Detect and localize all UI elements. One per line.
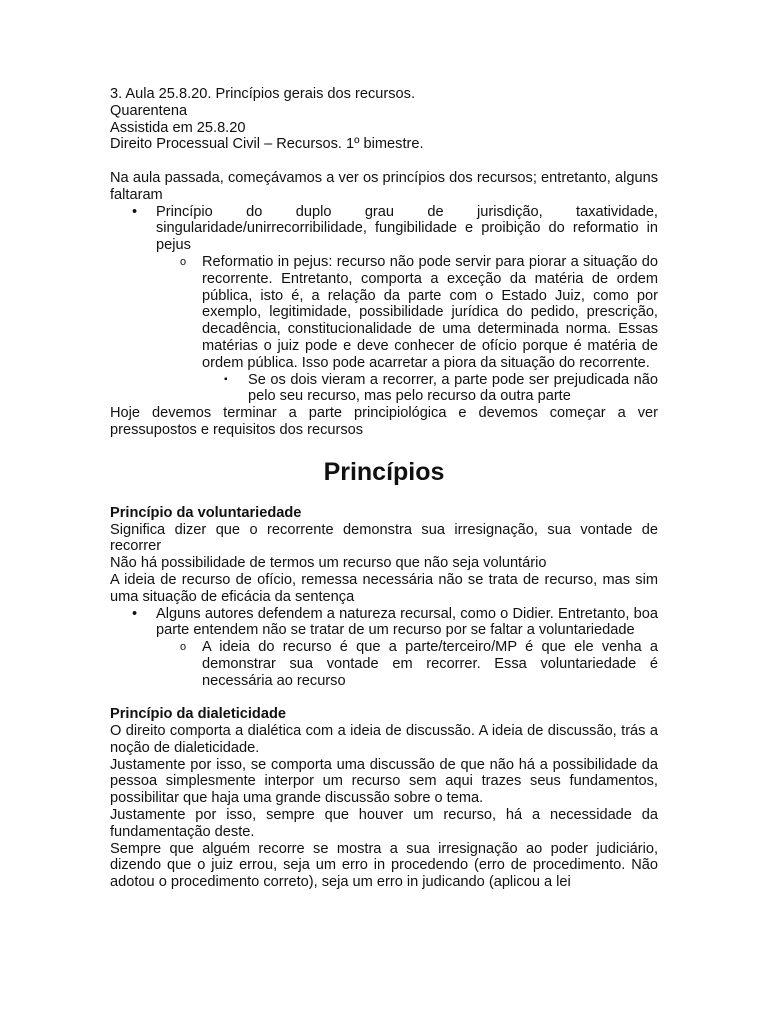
voluntariedade-sub-text: A ideia do recurso é que a parte/terceiro/MP é que ele venha a demonstrar sua vontade em recorrer. Essa voluntariedade é necessária ao recurso: [202, 639, 658, 689]
intro-sub-text: Reformatio in pejus: recurso não pode servir para piorar a situação do recorrente. Entretanto, comporta a exceção da matéria de ordem pública, isto é, a relação da parte com o Estado Juiz, como por exemplo, legitimidade, possibilidade jurídica do pedido, prescrição, decadência, constitucionalidade de uma determinada norma. Essas matérias o juiz pode e deve conhecer de ofício porque é matéria de ordem pública. Isso pode acarretar a piora da situação do recorrente.: [202, 253, 658, 371]
dialeticidade-paragraph: O direito comporta a dialética com a ideia de discussão. A ideia de discussão, trás a noção de dialeticidade.: [110, 723, 658, 756]
header-line-title: 3. Aula 25.8.20. Princípios gerais dos recursos.: [110, 86, 416, 102]
heading-voluntariedade: Princípio da voluntariedade: [110, 504, 302, 521]
header-line-quarantine: Quarentena: [110, 102, 188, 119]
intro-bullet-text: Princípio do duplo grau de jurisdição, taxatividade, singularidade/unirrecorribilidade, fungibilidade e proibição do reformatio in pejus: [156, 203, 658, 254]
header-line-course: Direito Processual Civil – Recursos. 1º bimestre.: [110, 136, 424, 153]
voluntariedade-bullet-item: [110, 606, 658, 640]
header-line-watched-date: Assistida em 25.8.20: [110, 119, 246, 136]
spacer: [110, 153, 658, 170]
intro-subsub-text: Se os dois vieram a recorrer, a parte pode ser prejudicada não pelo seu recurso, mas pelo recurso da outra parte: [248, 371, 658, 405]
intro-sub-item: [110, 254, 658, 372]
voluntariedade-sub-item: [110, 639, 658, 689]
heading-dialeticidade: Princípio da dialeticidade: [110, 706, 286, 723]
voluntariedade-paragraph: Significa dizer que o recorrente demonstra sua irresignação, sua vontade de recorrer: [110, 521, 658, 555]
section-title: Princípios: [323, 457, 445, 486]
voluntariedade-paragraph: A ideia de recurso de ofício, remessa necessária não se trata de recurso, mas sim uma situação de eficácia da sentença: [110, 571, 658, 605]
intro-closing: Hoje devemos terminar a parte principiológica e devemos começar a ver pressupostos e requisitos dos recursos: [110, 405, 658, 438]
sub-bullet-marker: o: [180, 255, 187, 268]
spacer: [110, 690, 658, 707]
voluntariedade-paragraph: Não há possibilidade de termos um recurso que não seja voluntário: [110, 555, 547, 572]
voluntariedade-bullet-text: Alguns autores defendem a natureza recursal, como o Didier. Entretanto, boa parte entendem não se tratar de um recurso por se faltar a voluntariedade: [156, 605, 658, 639]
square-bullet-marker: ▪: [224, 373, 228, 385]
dialeticidade-paragraph: Justamente por isso, sempre que houver um recurso, há a necessidade da fundamentação deste.: [110, 807, 658, 840]
bullet-marker: •: [132, 203, 138, 220]
dialeticidade-paragraph: Justamente por isso, se comporta uma discussão de que não há a possibilidade da pessoa simplesmente interpor um recurso sem aqui trazes seus fundamentos, possibilitar que haja uma grande discussão sobre o tema.: [110, 756, 658, 807]
intro-subsub-item: [110, 372, 658, 406]
intro-bullet-item: [110, 204, 658, 254]
dialeticidade-paragraph: Sempre que alguém recorre se mostra a sua irresignação ao poder judiciário, dizendo que o juiz errou, seja um erro in procedendo (erro de procedimento. Não adotou o procedimento correto), seja um erro in judicando (aplicou a lei: [110, 840, 658, 891]
intro-paragraph: Na aula passada, começávamos a ver os princípios dos recursos; entretanto, alguns faltaram: [110, 169, 658, 203]
document-page: [110, 86, 658, 891]
sub-bullet-marker: o: [180, 641, 187, 654]
bullet-marker: •: [132, 605, 138, 622]
